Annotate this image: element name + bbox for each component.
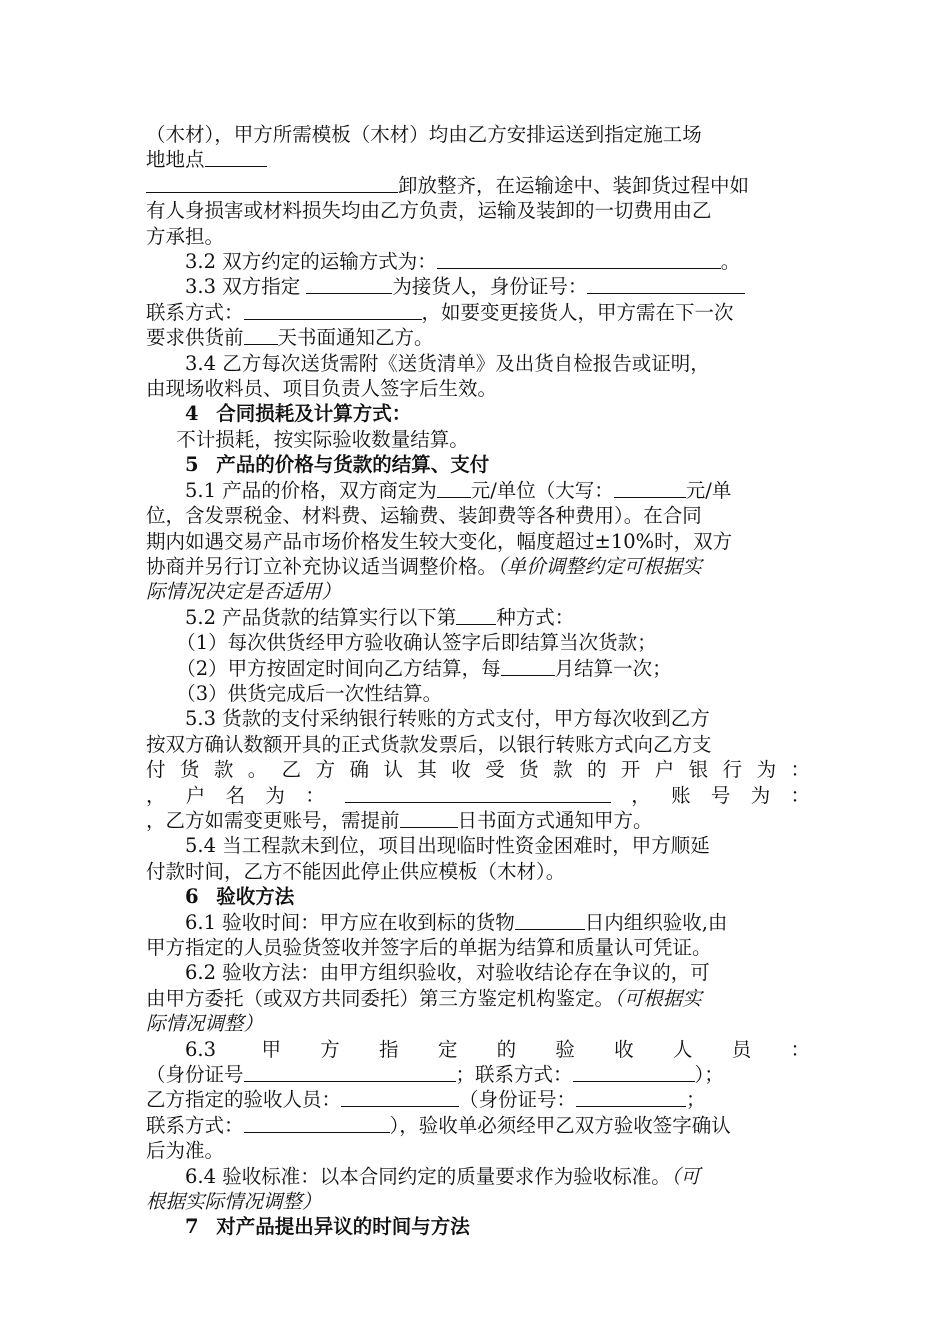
clause-6-3-line: 乙方指定的验收人员： （身份证号： ；: [146, 1088, 706, 1112]
clause-3-4: 3.4 乙方每次送货需附《送货清单》及出货自检报告或证明，: [185, 351, 710, 375]
paragraph-3-1-line: 有人身损害或材料损失均由乙方负责，运输及装卸的一切费用由乙: [146, 199, 712, 223]
contract-body: [146, 122, 810, 1240]
seller-inspector-contact-blank[interactable]: [244, 1114, 390, 1133]
transport-method-blank[interactable]: [437, 250, 721, 269]
buyer-inspector-contact-blank[interactable]: [573, 1063, 695, 1082]
payment-option-2: （2）甲方按固定时间向乙方结算，每 月结算一次；: [176, 656, 672, 680]
receiver-contact-blank[interactable]: [244, 301, 422, 320]
clause-6-1: 6.1 验收时间：甲方应在收到标的货物 日内组织验收,由: [185, 910, 728, 934]
clause-5-4: 5.4 当工程款未到位，项目出现临时性资金困难时，甲方顺延: [185, 834, 710, 858]
section-4-body: 不计损耗，按实际验收数量结算。: [176, 427, 469, 451]
clause-5-2: 5.2 产品货款的结算实行以下第 种方式：: [185, 605, 575, 629]
receiver-id-blank[interactable]: [587, 275, 745, 294]
clause-5-4-line: 付款时间，乙方不能因此停止供应模板（木材）。: [146, 859, 566, 883]
section-5-heading: 5 产品的价格与货款的结算、支付: [185, 453, 490, 477]
clause-5-3: 5.3 货款的支付采纳银行转账的方式支付，甲方每次收到乙方: [185, 707, 710, 731]
site-location-blank[interactable]: [205, 148, 267, 167]
inspection-method-hint: （可根据实: [614, 986, 702, 1010]
unit-price-words-blank[interactable]: [614, 479, 686, 498]
receiver-name-blank[interactable]: [306, 275, 392, 294]
clause-5-3-line: ，乙方如需变更账号，需提前 日书面方式通知甲方。: [146, 808, 653, 832]
clause-5-3-line: 付货款。乙方确认其收受货款的开户银行为：: [146, 758, 810, 782]
clause-3-3-line: 联系方式： ，如要变更接货人，甲方需在下一次: [146, 300, 734, 324]
clause-6-2: 6.2 验收方法：由甲方组织验收，对验收结论存在争议的，可: [185, 961, 710, 985]
clause-5-3-line: ，户名为： ，账号为：: [146, 783, 810, 807]
clause-5-3-line: 按双方确认数额开具的正式货款发票后，以银行转账方式向乙方支: [146, 732, 712, 756]
inspection-standard-hint: （可: [670, 1164, 700, 1188]
payment-option-3: （3）供货完成后一次性结算。: [176, 681, 443, 705]
inspection-days-blank[interactable]: [515, 911, 585, 930]
clause-3-3: 3.3 双方指定 为接货人，身份证号：: [146, 274, 810, 299]
account-name-blank[interactable]: [345, 784, 611, 803]
clause-3-3-line: 要求供货前 天书面通知乙方。: [146, 326, 434, 350]
inspection-standard-hint: 根据实际情况调整）: [146, 1190, 322, 1214]
inspection-method-hint: 际情况调整）: [146, 1012, 264, 1036]
section-4-heading: 4 合同损耗及计算方式：: [185, 402, 412, 426]
paragraph-3-1-line: 方承担。: [146, 224, 225, 248]
clause-6-3-line: （身份证号 ；联系方式： ）；: [146, 1063, 724, 1087]
notice-days-blank-2[interactable]: [400, 809, 458, 828]
seller-inspector-blank[interactable]: [341, 1088, 459, 1107]
price-adjust-hint: 际情况决定是否适用）: [146, 580, 342, 604]
paragraph-3-1-line: （木材），甲方所需模板（木材）均由乙方安排运送到指定施工场: [146, 123, 702, 146]
clause-6-1-line: 甲方指定的人员验货签收并签字后的单据为结算和质量认可凭证。: [146, 936, 712, 959]
clause-5-1-line: 期内如遇交易产品市场价格发生较大变化，幅度超过±10%时，双方: [146, 529, 733, 553]
clause-6-4: 6.4 验收标准：以本合同约定的质量要求作为验收标准。（可: [185, 1164, 700, 1188]
clause-5-1: 5.1 产品的价格，双方商定为 元/单位（大写： 元/单: [185, 478, 732, 502]
section-6-heading: 6 验收方法: [185, 885, 295, 909]
section-7-heading: 7 对产品提出异议的时间与方法: [185, 1215, 470, 1239]
notice-days-blank[interactable]: [244, 326, 278, 345]
months-interval-blank[interactable]: [501, 657, 555, 676]
payment-option-blank[interactable]: [456, 606, 496, 625]
clause-3-4-line: 由现场收料员、项目负责人签字后生效。: [146, 377, 498, 401]
seller-inspector-id-blank[interactable]: [576, 1088, 686, 1107]
price-adjust-hint: （单价调整约定可根据实: [497, 554, 702, 578]
site-location-blank-2[interactable]: [146, 174, 398, 193]
clause-6-3-line: 后为准。: [146, 1139, 225, 1163]
payment-option-1: （1）每次供货经甲方验收确认签字后即结算当次货款；: [176, 631, 657, 655]
clause-6-3: 6.3 甲方指定的验收人员：: [185, 1037, 810, 1061]
clause-5-1-line: 位，含发票税金、材料费、运输费、装卸费等各种费用）。在合同: [146, 504, 702, 528]
clause-3-2: 3.2 双方约定的运输方式为： 。: [185, 250, 741, 274]
clause-5-1-line: 协商并另行订立补充协议适当调整价格。（单价调整约定可根据实: [146, 554, 702, 578]
paragraph-3-1-line: 地地点: [146, 147, 810, 172]
clause-6-3-line: 联系方式： ），验收单必须经甲乙双方验收签字确认: [146, 1113, 731, 1137]
buyer-inspector-id-blank[interactable]: [244, 1063, 456, 1082]
unit-price-blank[interactable]: [437, 479, 471, 498]
clause-6-2-line: 由甲方委托（或双方共同委托）第三方鉴定机构鉴定。（可根据实: [146, 986, 702, 1010]
paragraph-3-1-line: 卸放整齐，在运输途中、装卸货过程中如: [146, 173, 810, 198]
